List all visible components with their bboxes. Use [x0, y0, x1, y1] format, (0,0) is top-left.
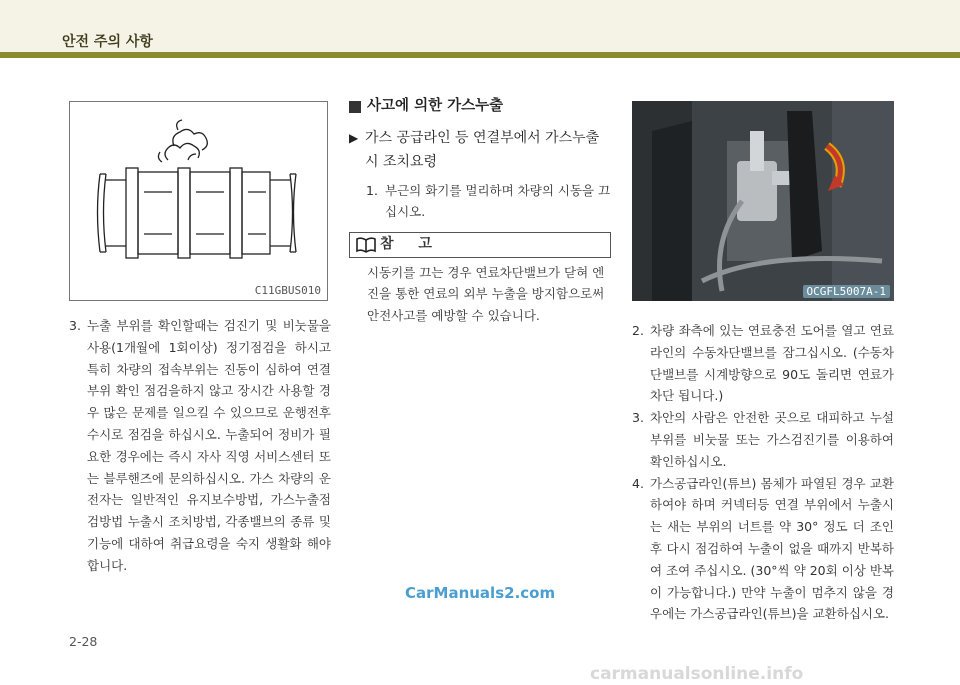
item-number: 1.: [366, 182, 378, 198]
list-item: [632, 320, 894, 407]
item-number: 3.: [632, 410, 644, 426]
list-item: [69, 315, 331, 577]
pipe-leak-illustration: [69, 101, 328, 301]
photo-code: OCGFL5007A-1: [803, 285, 890, 298]
list-item: [632, 407, 894, 472]
item-number: 4.: [632, 475, 644, 491]
section-title: 안전 주의 사항: [62, 34, 153, 50]
note-text: 시동키를 끄는 경우 연료차단밸브가 닫혀 엔진을 통한 연료의 외부 누출을 방지함으로써 안전사고를 예방할 수 있습니다.: [367, 264, 605, 323]
sub-heading-text: 가스 공급라인 등 연결부에서 가스누출시 조치요령: [365, 129, 600, 170]
watermark[interactable]: carmanualsonline.info: [590, 664, 804, 684]
header-rule: [0, 52, 960, 58]
page-number: 2-28: [69, 634, 98, 649]
left-column: [69, 315, 331, 577]
note-box: [349, 232, 611, 258]
note-label: 참 고: [380, 235, 442, 252]
triangle-bullet-icon: ▶: [349, 130, 359, 145]
valve-photo: [632, 101, 894, 301]
section-heading: [349, 96, 611, 118]
item-text: 차량 좌측에 있는 연료충전 도어를 열고 연료 라인의 수동차단밸브를 잠그십시오. (수동차단밸브를 시계방향으로 90도 돌리면 연료가 차단 됩니다.): [650, 323, 894, 404]
list-item: [632, 473, 894, 626]
middle-column: [349, 96, 611, 326]
item-text: 가스공급라인(튜브) 몸체가 파열된 경우 교환하여야 하며 커넥터등 연결 부위에서 누출시는 새는 부위의 너트를 약 30° 정도 더 조인후 다시 점검하여 누출이 없을 때까지 반복하여 조여 주십시오. (30°씩 약 20회 이상 반복이 가능합니다.) 만약 누출이 멈추지 않을 경우에는 가스공급라인(튜브)을 교환하십시오.: [650, 475, 894, 622]
item-text: 차안의 사람은 안전한 곳으로 대피하고 누설부위를 비눗물 또는 가스검진기를 이용하여 확인하십시오.: [650, 410, 894, 469]
item-text: 부근의 화기를 멀리하며 차량의 시동을 끄십시오.: [385, 182, 611, 219]
figure-code: C11GBUS010: [254, 284, 321, 297]
valve-photo-drawing: [632, 101, 894, 301]
watermark[interactable]: CarManuals2.com: [405, 584, 556, 602]
square-bullet-icon: [349, 101, 361, 113]
item-number: 2.: [632, 323, 644, 338]
item-text: 누출 부위를 확인할때는 검진기 및 비눗물을 사용(1개월에 1회이상) 정기점검을 하시고 특히 차량의 접속부위는 진동이 심하여 연결부위 확인 점검을하지 않고 장시간 사용할 경우 많은 문제를 일으킬 수 있으므로 운행전후 수시로 점검을 하십시오. 누출되어 정비가 필요한 경우에는 즉시 자사 직영 서비스센터 또는 블루핸즈에 문의하십시오. 가스 차량의 운전자는 일반적인 유지보수방법, 가스누출점검방법 누출시 조치방법, 각종밸브의 종류 및 기능에 대하여 취급요령을 숙지 생활화 해야합니다.: [87, 318, 331, 573]
item-number: 3.: [69, 318, 81, 333]
sub-heading: [349, 126, 611, 174]
pipe-joint-drawing: [70, 102, 327, 300]
heading-text: 사고에 의한 가스누출: [367, 98, 504, 114]
right-column: [632, 320, 894, 625]
list-item: [366, 180, 611, 222]
book-icon: [356, 237, 376, 253]
